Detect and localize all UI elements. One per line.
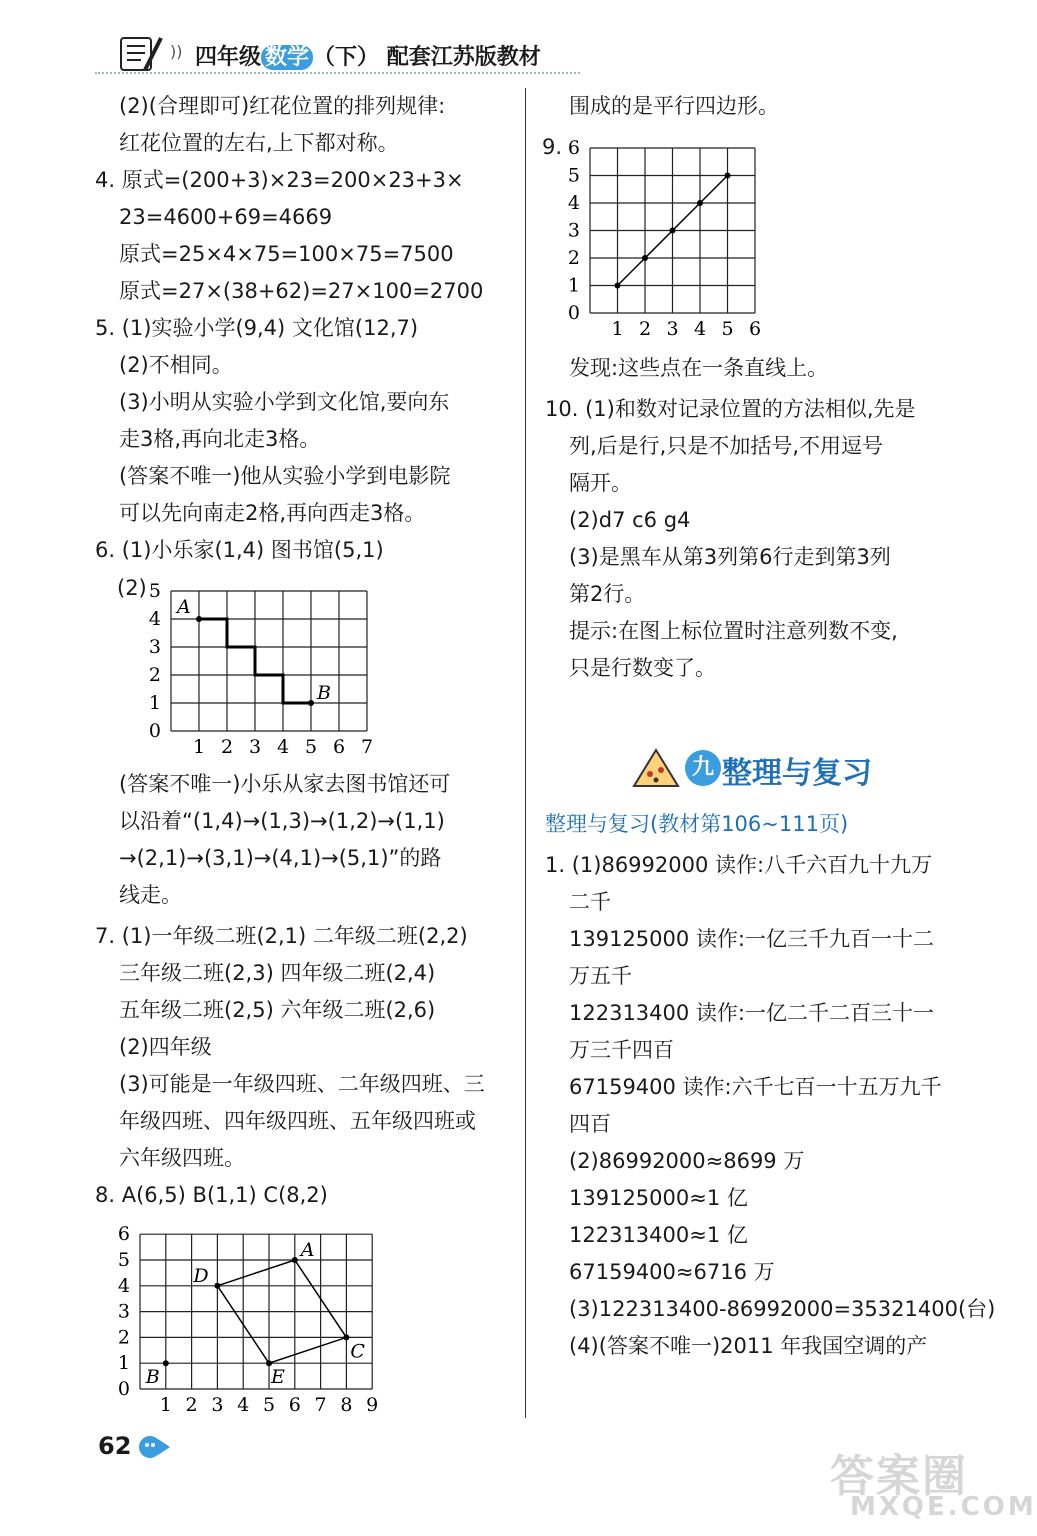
text-line: 122313400≈1 亿 — [569, 1223, 748, 1247]
header-edition: （下） 配套江苏版教材 — [313, 45, 541, 70]
section-title: 整理与复习 — [722, 756, 872, 791]
header-title — [195, 40, 541, 71]
text-line: 隔开。 — [569, 471, 632, 495]
pizza-mascot-icon — [630, 746, 682, 792]
q9-y-tick: 0 — [567, 302, 580, 324]
q8-x-tick: 9 — [366, 1394, 379, 1416]
header-divider — [95, 72, 580, 74]
grid-q6-prefix: (2) — [117, 576, 147, 600]
text-line: 万三千四百 — [569, 1038, 674, 1062]
q9-y-tick: 4 — [567, 192, 580, 214]
q9-point — [697, 200, 703, 206]
q9-x-tick: 1 — [611, 318, 624, 340]
q8-label-e: E — [271, 1366, 285, 1389]
q8-y-tick: 2 — [117, 1326, 130, 1349]
text-line: (答案不唯一)他从实验小学到电影院 — [119, 464, 451, 488]
q6-y-tick: 0 — [148, 720, 161, 742]
q6-label-a: A — [177, 596, 191, 618]
text-line: 六年级四班。 — [119, 1146, 245, 1170]
grid-q6-svg — [115, 572, 385, 762]
left-column-mid — [95, 766, 520, 1214]
text-line: 围成的是平行四边形。 — [569, 94, 779, 118]
q6-x-tick: 6 — [332, 736, 346, 758]
q8-x-tick: 6 — [288, 1394, 301, 1416]
grid-q9-svg — [540, 135, 780, 345]
q8-x-tick: 1 — [159, 1394, 172, 1416]
section-number-badge: 九 — [685, 750, 721, 786]
q6-point-a — [196, 616, 202, 622]
header-grade: 四年级 — [195, 45, 262, 70]
q8-y-tick: 4 — [117, 1274, 130, 1297]
q8-x-tick: 2 — [185, 1394, 198, 1416]
q9-x-tick: 6 — [748, 318, 762, 340]
q9-x-tick: 2 — [638, 318, 652, 340]
text-line: 原式=27×(38+62)=27×100=2700 — [119, 279, 484, 303]
column-divider — [525, 88, 526, 1418]
page-arrow-icon — [138, 1434, 172, 1460]
q6-point-b — [308, 700, 314, 706]
text-line: (3)可能是一年级四班、二年级四班、三 — [119, 1072, 485, 1096]
q6-y-tick: 5 — [148, 580, 161, 602]
text-line: (2)不相同。 — [119, 353, 233, 377]
text-line: 可以先向南走2格,再向西走3格。 — [119, 501, 426, 525]
q9-x-tick: 5 — [721, 318, 734, 340]
q6-y-tick: 4 — [148, 608, 161, 630]
text-line: (4)(答案不唯一)2011 年我国空调的产 — [569, 1334, 928, 1358]
q8-point-a — [292, 1257, 298, 1263]
grid-q8 — [110, 1218, 400, 1423]
q6-x-tick: 3 — [248, 736, 262, 758]
text-line: 原式=25×4×75=100×75=7500 — [119, 242, 454, 266]
grid-q8-svg — [110, 1218, 400, 1423]
q8-x-tick: 3 — [211, 1394, 224, 1416]
q9-y-tick: 5 — [567, 164, 580, 187]
q6-x-tick: 4 — [276, 736, 290, 758]
text-line: 23=4600+69=4669 — [119, 205, 333, 229]
text-line: →(2,1)→(3,1)→(4,1)→(5,1)”的路 — [119, 846, 442, 870]
text-line: 只是行数变了。 — [569, 656, 716, 680]
text-line: (答案不唯一)小乐从家去图书馆还可 — [119, 772, 451, 796]
q8-y-tick: 3 — [117, 1300, 130, 1323]
q9-point — [642, 255, 648, 261]
text-line: 万五千 — [569, 964, 632, 988]
text-line: 走3格,再向北走3格。 — [119, 427, 321, 451]
text-line: 列,后是行,只是不加括号,不用逗号 — [569, 434, 884, 458]
header-subject: 数学 — [261, 45, 313, 70]
sound-waves-icon: )) — [170, 42, 183, 61]
text-line: (3)是黑车从第3列第6行走到第3列 — [569, 545, 891, 569]
text-line: 139125000 读作:一亿三千九百一十二 — [569, 927, 934, 951]
q8-point-d — [214, 1283, 220, 1289]
q9-point — [615, 283, 621, 289]
q6-x-tick: 7 — [360, 736, 374, 758]
text-line: (2)d7 c6 g4 — [569, 508, 691, 532]
q8-label-c: C — [350, 1340, 365, 1363]
grid-q9-prefix: 9. — [542, 135, 563, 159]
q6-x-tick: 1 — [192, 736, 206, 758]
text-line: (2)(合理即可)红花位置的排列规律: — [119, 94, 446, 118]
text-line: 67159400 读作:六千七百一十五万九千 — [569, 1075, 942, 1099]
text-line: (3)122313400-86992000=35321400(台) — [569, 1297, 996, 1321]
q6-x-tick: 2 — [220, 736, 234, 758]
text-line: 发现:这些点在一条直线上。 — [569, 356, 829, 380]
q8-x-tick: 8 — [340, 1394, 353, 1416]
text-line: 红花位置的左右,上下都对称。 — [119, 131, 399, 155]
page-header — [95, 28, 580, 80]
text-line: 5. (1)实验小学(9,4) 文化馆(12,7) — [95, 316, 419, 340]
text-line: 四百 — [569, 1112, 611, 1136]
text-line: 7. (1)一年级二班(2,1) 二年级二班(2,2) — [95, 924, 468, 948]
text-line: 第2行。 — [569, 582, 646, 606]
text-line: (3)小明从实验小学到文化馆,要向东 — [119, 390, 450, 414]
q8-label-d: D — [193, 1264, 209, 1287]
text-line: 8. A(6,5) B(1,1) C(8,2) — [95, 1183, 328, 1207]
q8-point-b — [163, 1360, 169, 1366]
text-line: (2)86992000≈8699 万 — [569, 1149, 805, 1173]
q8-label-a: A — [300, 1239, 315, 1261]
text-line: 4. 原式=(200+3)×23=200×23+3× — [95, 168, 464, 192]
q8-label-b: B — [145, 1366, 160, 1389]
q9-point — [670, 228, 676, 234]
q9-x-tick: 3 — [666, 318, 679, 340]
page-number: 62 — [98, 1432, 132, 1460]
q9-x-tick: 4 — [693, 318, 707, 340]
q8-y-tick: 0 — [117, 1378, 130, 1400]
q6-y-tick: 3 — [148, 636, 161, 658]
right-column-top — [545, 88, 975, 125]
q8-y-tick: 6 — [117, 1223, 130, 1246]
watermark-url: MXQE.COM — [850, 1492, 1037, 1522]
grid-q6 — [115, 572, 385, 762]
right-column-mid — [545, 350, 975, 687]
text-line: 以沿着“(1,4)→(1,3)→(1,2)→(1,1) — [119, 809, 445, 833]
left-column-top — [95, 88, 520, 569]
subsection-title: 整理与复习(教材第106~111页) — [545, 812, 849, 836]
book-pencil-icon — [115, 32, 167, 76]
text-line: 67159400≈6716 万 — [569, 1260, 775, 1284]
grid-q9 — [540, 135, 780, 345]
text-line: 提示:在图上标位置时注意列数不变, — [569, 619, 898, 643]
text-line: 122313400 读作:一亿二千二百三十一 — [569, 1001, 934, 1025]
q8-x-tick: 5 — [262, 1394, 276, 1416]
section-heading — [630, 742, 880, 800]
q9-point — [725, 173, 731, 179]
q6-label-b: B — [317, 682, 331, 704]
q8-y-tick: 1 — [117, 1352, 130, 1375]
text-line: 6. (1)小乐家(1,4) 图书馆(5,1) — [95, 538, 384, 562]
q6-y-tick: 1 — [148, 692, 161, 714]
text-line: (2)四年级 — [119, 1035, 212, 1059]
q6-x-tick: 5 — [304, 736, 318, 758]
q9-y-tick: 1 — [567, 274, 580, 297]
text-line: 139125000≈1 亿 — [569, 1186, 748, 1210]
text-line: 线走。 — [119, 883, 182, 907]
watermark-logo: 答案圈 — [830, 1451, 968, 1502]
q8-point-c — [343, 1334, 349, 1340]
q8-x-tick: 7 — [314, 1394, 327, 1416]
q6-y-tick: 2 — [148, 664, 161, 686]
text-line: 1. (1)86992000 读作:八千六百九十九万 — [545, 853, 933, 877]
text-line: 五年级二班(2,5) 六年级二班(2,6) — [119, 998, 436, 1022]
text-line: 二千 — [569, 890, 611, 914]
q9-y-tick: 6 — [567, 137, 580, 159]
q9-y-tick: 3 — [567, 219, 580, 242]
text-line: 三年级二班(2,3) 四年级二班(2,4) — [119, 961, 436, 985]
q8-y-tick: 5 — [117, 1249, 130, 1271]
text-line: 年级四班、四年级四班、五年级四班或 — [119, 1109, 476, 1133]
right-column-bottom — [545, 806, 996, 1365]
text-line: 10. (1)和数对记录位置的方法相似,先是 — [545, 397, 916, 421]
q9-y-tick: 2 — [567, 247, 580, 269]
q8-x-tick: 4 — [237, 1394, 250, 1416]
